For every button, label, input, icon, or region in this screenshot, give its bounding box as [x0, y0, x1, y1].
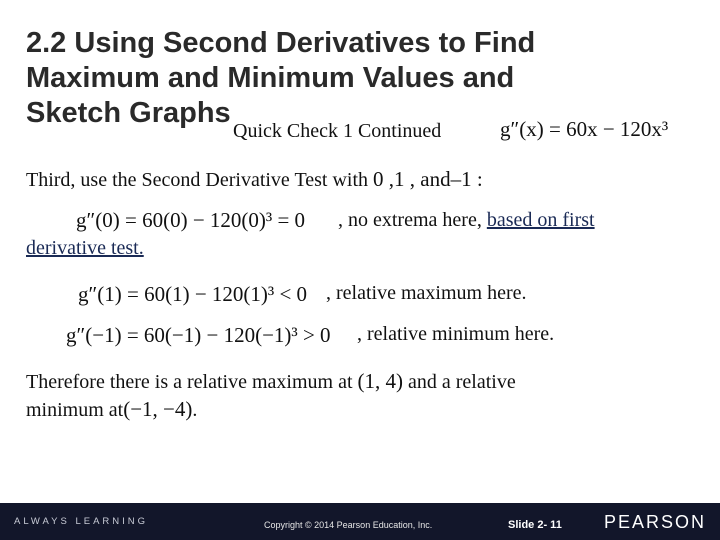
step1-line — [338, 209, 595, 232]
conclusion-line-1 — [26, 369, 516, 394]
conclusion-line-2 — [26, 397, 197, 422]
step2-text: , relative maximum here. — [326, 282, 527, 304]
first-derivative-link-a[interactable]: based on first — [486, 209, 595, 231]
conclusion-text-c: minimum at — [26, 399, 124, 421]
step2-equation: g″(1) = 60(1) − 120(1)³ < 0 — [78, 282, 308, 306]
intro-line — [26, 167, 483, 192]
footer-bar — [0, 503, 720, 540]
min-point: (−1, −4) — [123, 397, 193, 421]
quick-check-label: Quick Check 1 Continued — [233, 120, 442, 142]
always-learning-logo: ALWAYS LEARNING — [14, 516, 149, 527]
conclusion-text-b: and a relative — [408, 371, 516, 393]
title-line-1: 2.2 Using Second Derivatives to Find — [26, 27, 536, 59]
quick-check-equation: g″(x) = 60x − 120x³ — [500, 117, 669, 141]
step3-text: , relative minimum here. — [357, 323, 555, 345]
copyright-text: Copyright © 2014 Pearson Education, Inc. — [264, 520, 433, 530]
slide-title — [26, 26, 666, 131]
conclusion-end: . — [192, 399, 198, 421]
conclusion-text-a: Therefore there is a relative maximum at — [26, 371, 353, 393]
max-point: (1, 4) — [357, 369, 404, 393]
intro-values: 0 ,1 , and–1 : — [373, 167, 483, 191]
intro-text: Third, use the Second Derivative Test with — [26, 169, 369, 191]
pearson-logo: PEARSON — [604, 512, 707, 532]
step3-equation: g″(−1) = 60(−1) − 120(−1)³ > 0 — [66, 323, 331, 347]
step1-text: , no extrema here, — [338, 209, 482, 231]
title-line-2: Maximum and Minimum Values and — [26, 62, 515, 94]
step1-equation: g″(0) = 60(0) − 120(0)³ = 0 — [76, 208, 306, 232]
title-line-3: Sketch Graphs — [26, 97, 231, 129]
first-derivative-link-b[interactable]: derivative test. — [26, 237, 144, 259]
slide-number: Slide 2- 11 — [508, 519, 562, 531]
